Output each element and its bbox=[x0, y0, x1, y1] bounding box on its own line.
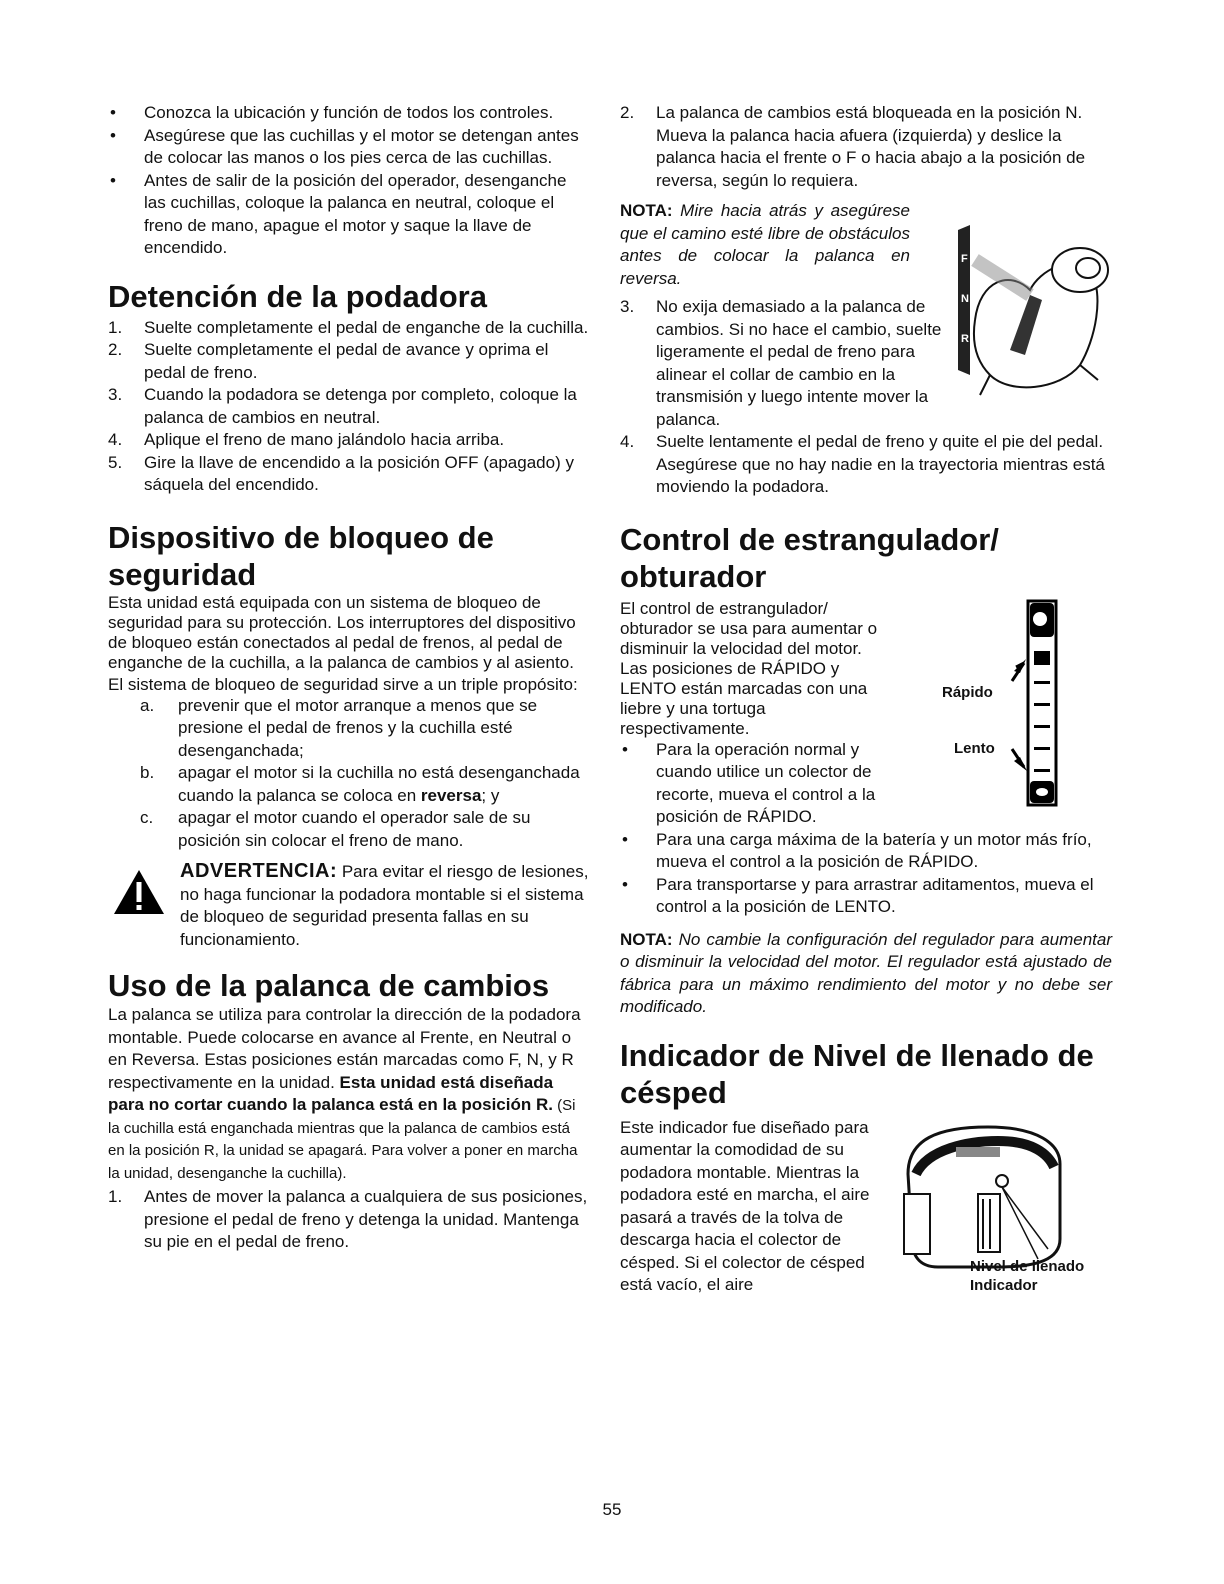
list-item: • Conozca la ubicación y función de todos los controles. bbox=[108, 102, 590, 125]
warning-block bbox=[108, 860, 590, 951]
interlock-purposes bbox=[140, 695, 590, 853]
right-column bbox=[620, 102, 1112, 1297]
list-item: 1. Antes de mover la palanca a cualquiera de sus posiciones, presione el pedal de freno y detenga la unidad. Mantenga su pie en el pedal de freno. bbox=[108, 1187, 588, 1251]
note-reverse: NOTA: Mire hacia atrás y asegúrese que el camino esté libre de obstáculos antes de colocar la palanca en reversa. bbox=[620, 201, 910, 288]
choke-paragraph: El control de estrangulador/ obturador se usa para aumentar o disminuir la velocidad del motor. Las posiciones de RÁPIDO y LENTO están marcadas con una liebre y una tortuga respectivamente. bbox=[620, 598, 878, 738]
list-item: 2. Suelte completamente el pedal de avance y oprima el pedal de freno. bbox=[108, 340, 549, 382]
list-item: 2. La palanca de cambios está bloqueada en la posición N. Mueva la palanca hacia afuera (izquierda) y deslice la palanca hacia el frente o F o hacia abajo a la posición de reversa, según lo requiera. bbox=[620, 103, 1086, 190]
list-item: 3. Cuando la podadora se detenga por completo, coloque la palanca de cambios en neutral. bbox=[108, 385, 577, 427]
grass-block bbox=[620, 1117, 1112, 1297]
list-item: • Asegúrese que las cuchillas y el motor se detengan antes de colocar las manos o los pies cerca de las cuchillas. bbox=[108, 125, 590, 170]
section-title-choke: Control de estrangulador/ obturador bbox=[620, 521, 999, 594]
list-item: • Para una carga máxima de la batería y un motor más frío, mueva el control a la posición de RÁPIDO. bbox=[620, 829, 1112, 874]
section-title-stop: Detención de la podadora bbox=[108, 278, 487, 314]
slow-label: Lento bbox=[954, 739, 995, 757]
warning-title: ADVERTENCIA: bbox=[180, 860, 338, 882]
list-item: 4. Aplique el freno de mano jalándolo hacia arriba. bbox=[108, 430, 505, 449]
section-title-grass: Indicador de Nivel de llenado de césped bbox=[620, 1037, 1094, 1110]
shifter-letter: F bbox=[961, 253, 968, 265]
list-item: a. prevenir que el motor arranque a menos que se presione el pedal de frenos y la cuchilla esté desenganchada; bbox=[140, 695, 538, 760]
interlock-paragraph: Esta unidad está equipada con un sistema de bloqueo de seguridad para su protección. Los interruptores del dispositivo de bloqueo están conectados al pedal de frenos, al pedal de enganche de la cuchilla, a la palanca de cambios y al asiento. bbox=[108, 592, 576, 672]
list-item: • Para transportarse y para arrastrar aditamentos, mueva el control a la posición de LENTO. bbox=[620, 874, 1112, 919]
list-item: • Para la operación normal y cuando utilice un colector de recorte, mueva el control a la posición de RÁPIDO. bbox=[620, 739, 1112, 829]
page-number: 55 bbox=[602, 1500, 622, 1519]
fast-label: Rápido bbox=[942, 683, 993, 701]
shifter-letter: N bbox=[961, 293, 969, 305]
shift-note-block bbox=[620, 200, 1112, 499]
warning-text: Para evitar el riesgo de lesiones, no haga funcionar la podadora montable si el sistema de bloqueo de seguridad presenta fallas en su funcionamiento. bbox=[180, 862, 589, 949]
note-governor: NOTA: No cambie la configuración del regulador para aumentar o disminuir la velocidad del motor. El regulador está ajustado de fábrica para un máximo rendimiento del motor y no debe ser modificado. bbox=[620, 929, 1112, 1016]
warning-triangle-icon bbox=[112, 868, 166, 916]
interlock-purpose: El sistema de bloqueo de seguridad sirve a un triple propósito: bbox=[108, 674, 578, 694]
section-title-shift: Uso de la palanca de cambios bbox=[108, 968, 550, 1003]
list-item: 3. No exija demasiado a la palanca de cambios. Si no hace el cambio, suelte ligeramente el pedal de freno para alinear el collar de cambio en la transmisión y luego intente mover la palanca. bbox=[620, 297, 942, 429]
choke-control-illustration bbox=[1010, 599, 1060, 809]
list-item: b. apagar el motor si la cuchilla no está desenganchada cuando la palanca se coloca en reversa; y bbox=[140, 763, 580, 805]
grass-paragraph: Este indicador fue diseñado para aumentar la comodidad de su podadora montable. Mientras la podadora esté en marcha, el aire pasará a través de la tolva de descarga hacia el colector de césped. Si el colector de césped está vacío, el aire bbox=[620, 1117, 870, 1294]
shifter-letter: R bbox=[961, 333, 969, 345]
intro-bullets bbox=[108, 102, 590, 260]
list-item: 4. Suelte lentamente el pedal de freno y quite el pie del pedal. Asegúrese que no hay nadie en la trayectoria mientras está moviendo la podadora. bbox=[620, 432, 1105, 496]
grass-bag-illustration bbox=[898, 1119, 1068, 1269]
left-column bbox=[108, 102, 590, 1254]
shift-paragraph: La palanca se utiliza para controlar la dirección de la podadora montable. Puede colocarse en avance al Frente, en Neutral o en Reversa. Estas posiciones están marcadas como F, N, y R respectivamente en la unidad. Esta unidad está diseñada para no cortar cuando la palanca está en la posición R. (Si la cuchilla está enganchada mientras que la palanca de cambios está en la posición R, la unidad se apagará. Para volver a poner en marcha la unidad, desenganche la cuchilla). bbox=[108, 1005, 581, 1182]
list-item: c. apagar el motor cuando el operador sale de su posición sin colocar el freno de mano. bbox=[140, 808, 531, 850]
shift-steps bbox=[108, 1186, 590, 1254]
shift-steps-cont bbox=[620, 102, 1112, 192]
section-title-interlock: Dispositivo de bloqueo de seguridad bbox=[108, 519, 494, 592]
shift-lever-illustration bbox=[930, 200, 1120, 415]
stop-steps bbox=[108, 317, 590, 497]
list-item: 1. Suelte completamente el pedal de enganche de la cuchilla. bbox=[108, 317, 589, 337]
list-item: 5. Gire la llave de encendido a la posición OFF (apagado) y sáquela del encendido. bbox=[108, 452, 574, 494]
fill-level-label: Nivel de llenado Indicador bbox=[970, 1257, 1085, 1294]
list-item: • Antes de salir de la posición del operador, desenganche las cuchillas, coloque la palanca en neutral, coloque el freno de mano, apague el motor y saque la llave de encendido. bbox=[108, 170, 590, 260]
choke-block bbox=[620, 599, 1112, 919]
